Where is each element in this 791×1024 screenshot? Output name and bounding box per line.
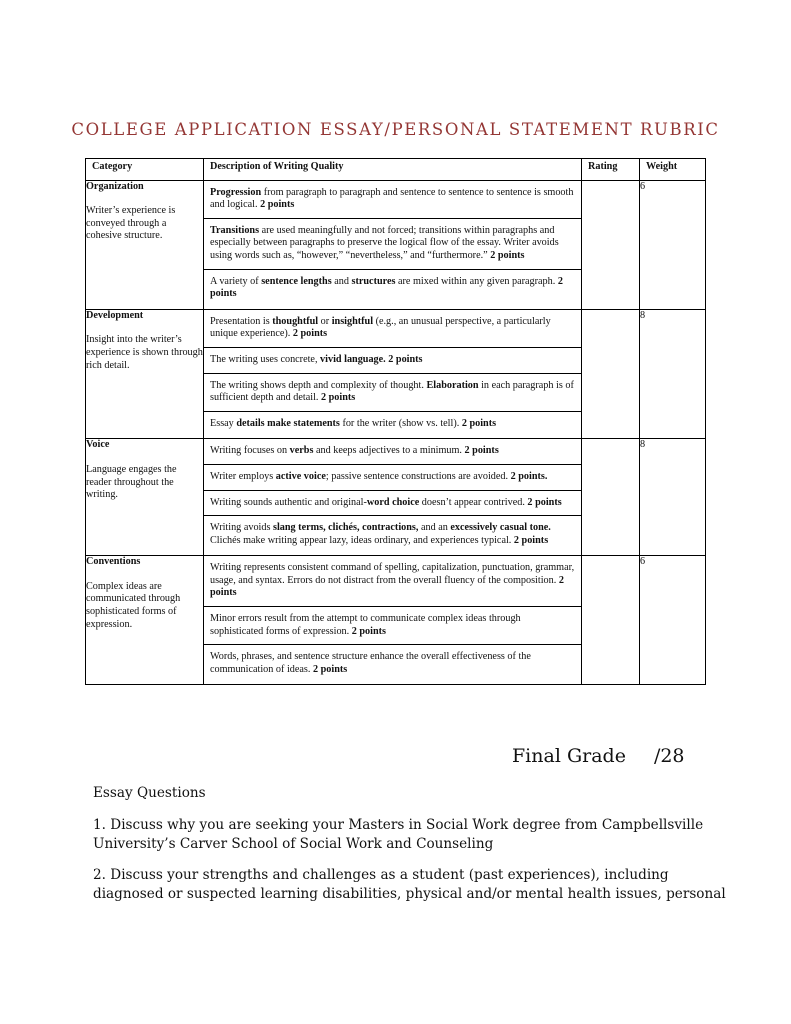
description-cell [204, 439, 582, 556]
table-header-row [86, 159, 706, 181]
final-grade [512, 745, 685, 767]
criterion-emphasis: 2 points [260, 199, 295, 211]
criterion-emphasis: 2 points [210, 275, 563, 300]
criterion-emphasis: excessively casual tone. [450, 522, 551, 534]
weight-cell: 8 [640, 309, 706, 439]
category-description: Language engages the reader throughout the writing. [86, 463, 177, 501]
criterion-emphasis: insightful [331, 315, 374, 327]
criterion-text: Writing sounds authentic and original- [210, 496, 367, 508]
criterion-emphasis: 2 points [210, 574, 564, 599]
criterion-text: Presentation is [210, 315, 273, 327]
criterion-text: are used meaningfully and not forced; transitions within paragraphs and especially between paragraphs to preserve the logical flow of the essay. Writer avoids using words such as, “however,” “nevertheless,” and “furthermore.” [210, 224, 559, 261]
criterion-text: and [331, 275, 352, 287]
page-title: COLLEGE APPLICATION ESSAY/PERSONAL STATEMENT RUBRIC [71, 120, 720, 139]
criterion-text: The writing shows depth and complexity of thought. [210, 379, 427, 391]
criterion-text: Writing avoids [210, 522, 273, 534]
criterion-item [204, 606, 581, 644]
criterion-emphasis: details make statements [236, 417, 340, 429]
final-grade-label: Final Grade [512, 745, 626, 767]
criterion-text: are mixed within any given paragraph. [395, 275, 558, 287]
criterion-item [204, 411, 581, 439]
category-name: Voice [86, 439, 110, 451]
criterion-item [204, 218, 581, 269]
criterion-item [204, 269, 581, 309]
criterion-item [204, 310, 581, 347]
category-name: Conventions [86, 556, 141, 568]
category-name: Development [86, 309, 144, 321]
criterion-emphasis: 2 points [513, 534, 549, 546]
rubric-body [86, 180, 706, 685]
category-cell [86, 180, 204, 309]
criterion-emphasis: word choice [366, 496, 420, 508]
rubric-table [85, 158, 706, 685]
criterion-item [204, 556, 581, 606]
essay-question-2: 2. Discuss your strengths and challenges as a student (past experiences), including diagnosed or suspected learning disabilities, physical and/or mental health issues, personal [93, 867, 726, 902]
header-category: Category [86, 159, 204, 181]
category-name: Organization [86, 180, 144, 192]
criterion-emphasis: 2 points [527, 496, 562, 508]
criterion-item [204, 373, 581, 411]
weight-cell: 8 [640, 439, 706, 556]
criterion-item [204, 439, 581, 464]
criterion-text: from paragraph to paragraph and sentence to sentence to sentence is smooth and logical. [210, 186, 574, 211]
criterion-text: and keeps adjectives to a minimum. [313, 445, 465, 457]
criterion-emphasis: 2 points. [510, 470, 548, 482]
weight-cell: 6 [640, 556, 706, 685]
table-row [86, 556, 706, 685]
criterion-item [204, 644, 581, 684]
criterion-text: for the writer (show vs. tell). [339, 417, 462, 429]
criterion-emphasis: Transitions [210, 224, 260, 236]
criterion-text: in each paragraph is of sufficient depth and detail. [210, 379, 574, 404]
rating-cell [582, 309, 640, 439]
criterion-emphasis: 2 points [351, 625, 387, 637]
criterion-text: ; passive sentence constructions are avoided. [325, 470, 511, 482]
criterion-item [204, 490, 581, 516]
criterion-emphasis: 2 points [321, 392, 356, 404]
table-row [86, 439, 706, 556]
category-description: Writer’s experience is conveyed through a cohesive structure. [86, 205, 176, 242]
criterion-emphasis: 2 points [312, 663, 348, 675]
rating-cell [582, 556, 640, 685]
criterion-text: Minor errors result from the attempt to communicate complex ideas through sophisticated forms of expression. [210, 613, 521, 637]
criterion-text: A variety of [210, 275, 262, 287]
rating-cell [582, 180, 640, 309]
criterion-text: Writing focuses on [210, 445, 290, 457]
criterion-text: doesn’t appear contrived. [419, 496, 528, 508]
criterion-item [204, 464, 581, 490]
criterion-text: or [318, 315, 332, 327]
category-cell [86, 309, 204, 439]
description-cell [204, 309, 582, 439]
criterion-text: Words, phrases, and sentence structure enhance the overall effectiveness of the communication of ideas. [210, 651, 531, 675]
criterion-emphasis: thoughtful [272, 315, 319, 327]
criterion-emphasis: active voice [275, 470, 326, 482]
header-description: Description of Writing Quality [204, 159, 582, 181]
rating-cell [582, 439, 640, 556]
table-row [86, 180, 706, 309]
criterion-text: The writing uses concrete, [210, 353, 321, 365]
table-row [86, 309, 706, 439]
category-description: Insight into the writer’s experience is shown through rich detail. [86, 334, 203, 371]
criterion-item [204, 515, 581, 555]
criterion-emphasis: verbs [289, 445, 314, 457]
criterion-emphasis: Progression [210, 186, 262, 198]
criterion-text: Clichés make writing appear lazy, ideas ordinary, and experiences typical. [210, 534, 514, 546]
criterion-text: Essay [210, 417, 237, 429]
criterion-emphasis: 2 points [292, 328, 328, 340]
header-rating: Rating [582, 159, 640, 181]
criterion-emphasis: 2 points [461, 417, 497, 429]
criterion-emphasis: 2 points [490, 249, 525, 261]
final-grade-score: /28 [653, 745, 685, 767]
criterion-emphasis: slang terms, clichés, contractions, [272, 522, 419, 534]
criterion-item [204, 181, 581, 218]
criterion-item [204, 347, 581, 373]
weight-cell: 6 [640, 180, 706, 309]
criterion-text: and an [418, 522, 451, 534]
criterion-emphasis: Elaboration [426, 379, 479, 391]
description-cell [204, 180, 582, 309]
essay-heading: Essay Questions [93, 785, 206, 801]
header-weight: Weight [640, 159, 706, 181]
criterion-text: Writer employs [210, 470, 276, 482]
essay-question-1: 1. Discuss why you are seeking your Masters in Social Work degree from Campbellsville University’s Carver School of Social Work and Counseling [93, 817, 704, 852]
category-description: Complex ideas are communicated through sophisticated forms of expression. [86, 580, 181, 630]
category-cell [86, 556, 204, 685]
category-cell [86, 439, 204, 556]
description-cell [204, 556, 582, 685]
criterion-emphasis: sentence lengths [261, 275, 332, 287]
criterion-emphasis: 2 points [464, 445, 499, 457]
criterion-text: Writing represents consistent command of spelling, capitalization, punctuation, grammar, usage, and syntax. Errors do not distract from the overall fluency of the composition. [210, 562, 575, 586]
criterion-emphasis: vivid language. 2 points [320, 353, 423, 365]
criterion-text: (e.g., an unusual perspective, a particularly unique experience). [210, 315, 551, 340]
criterion-emphasis: structures [351, 275, 396, 287]
